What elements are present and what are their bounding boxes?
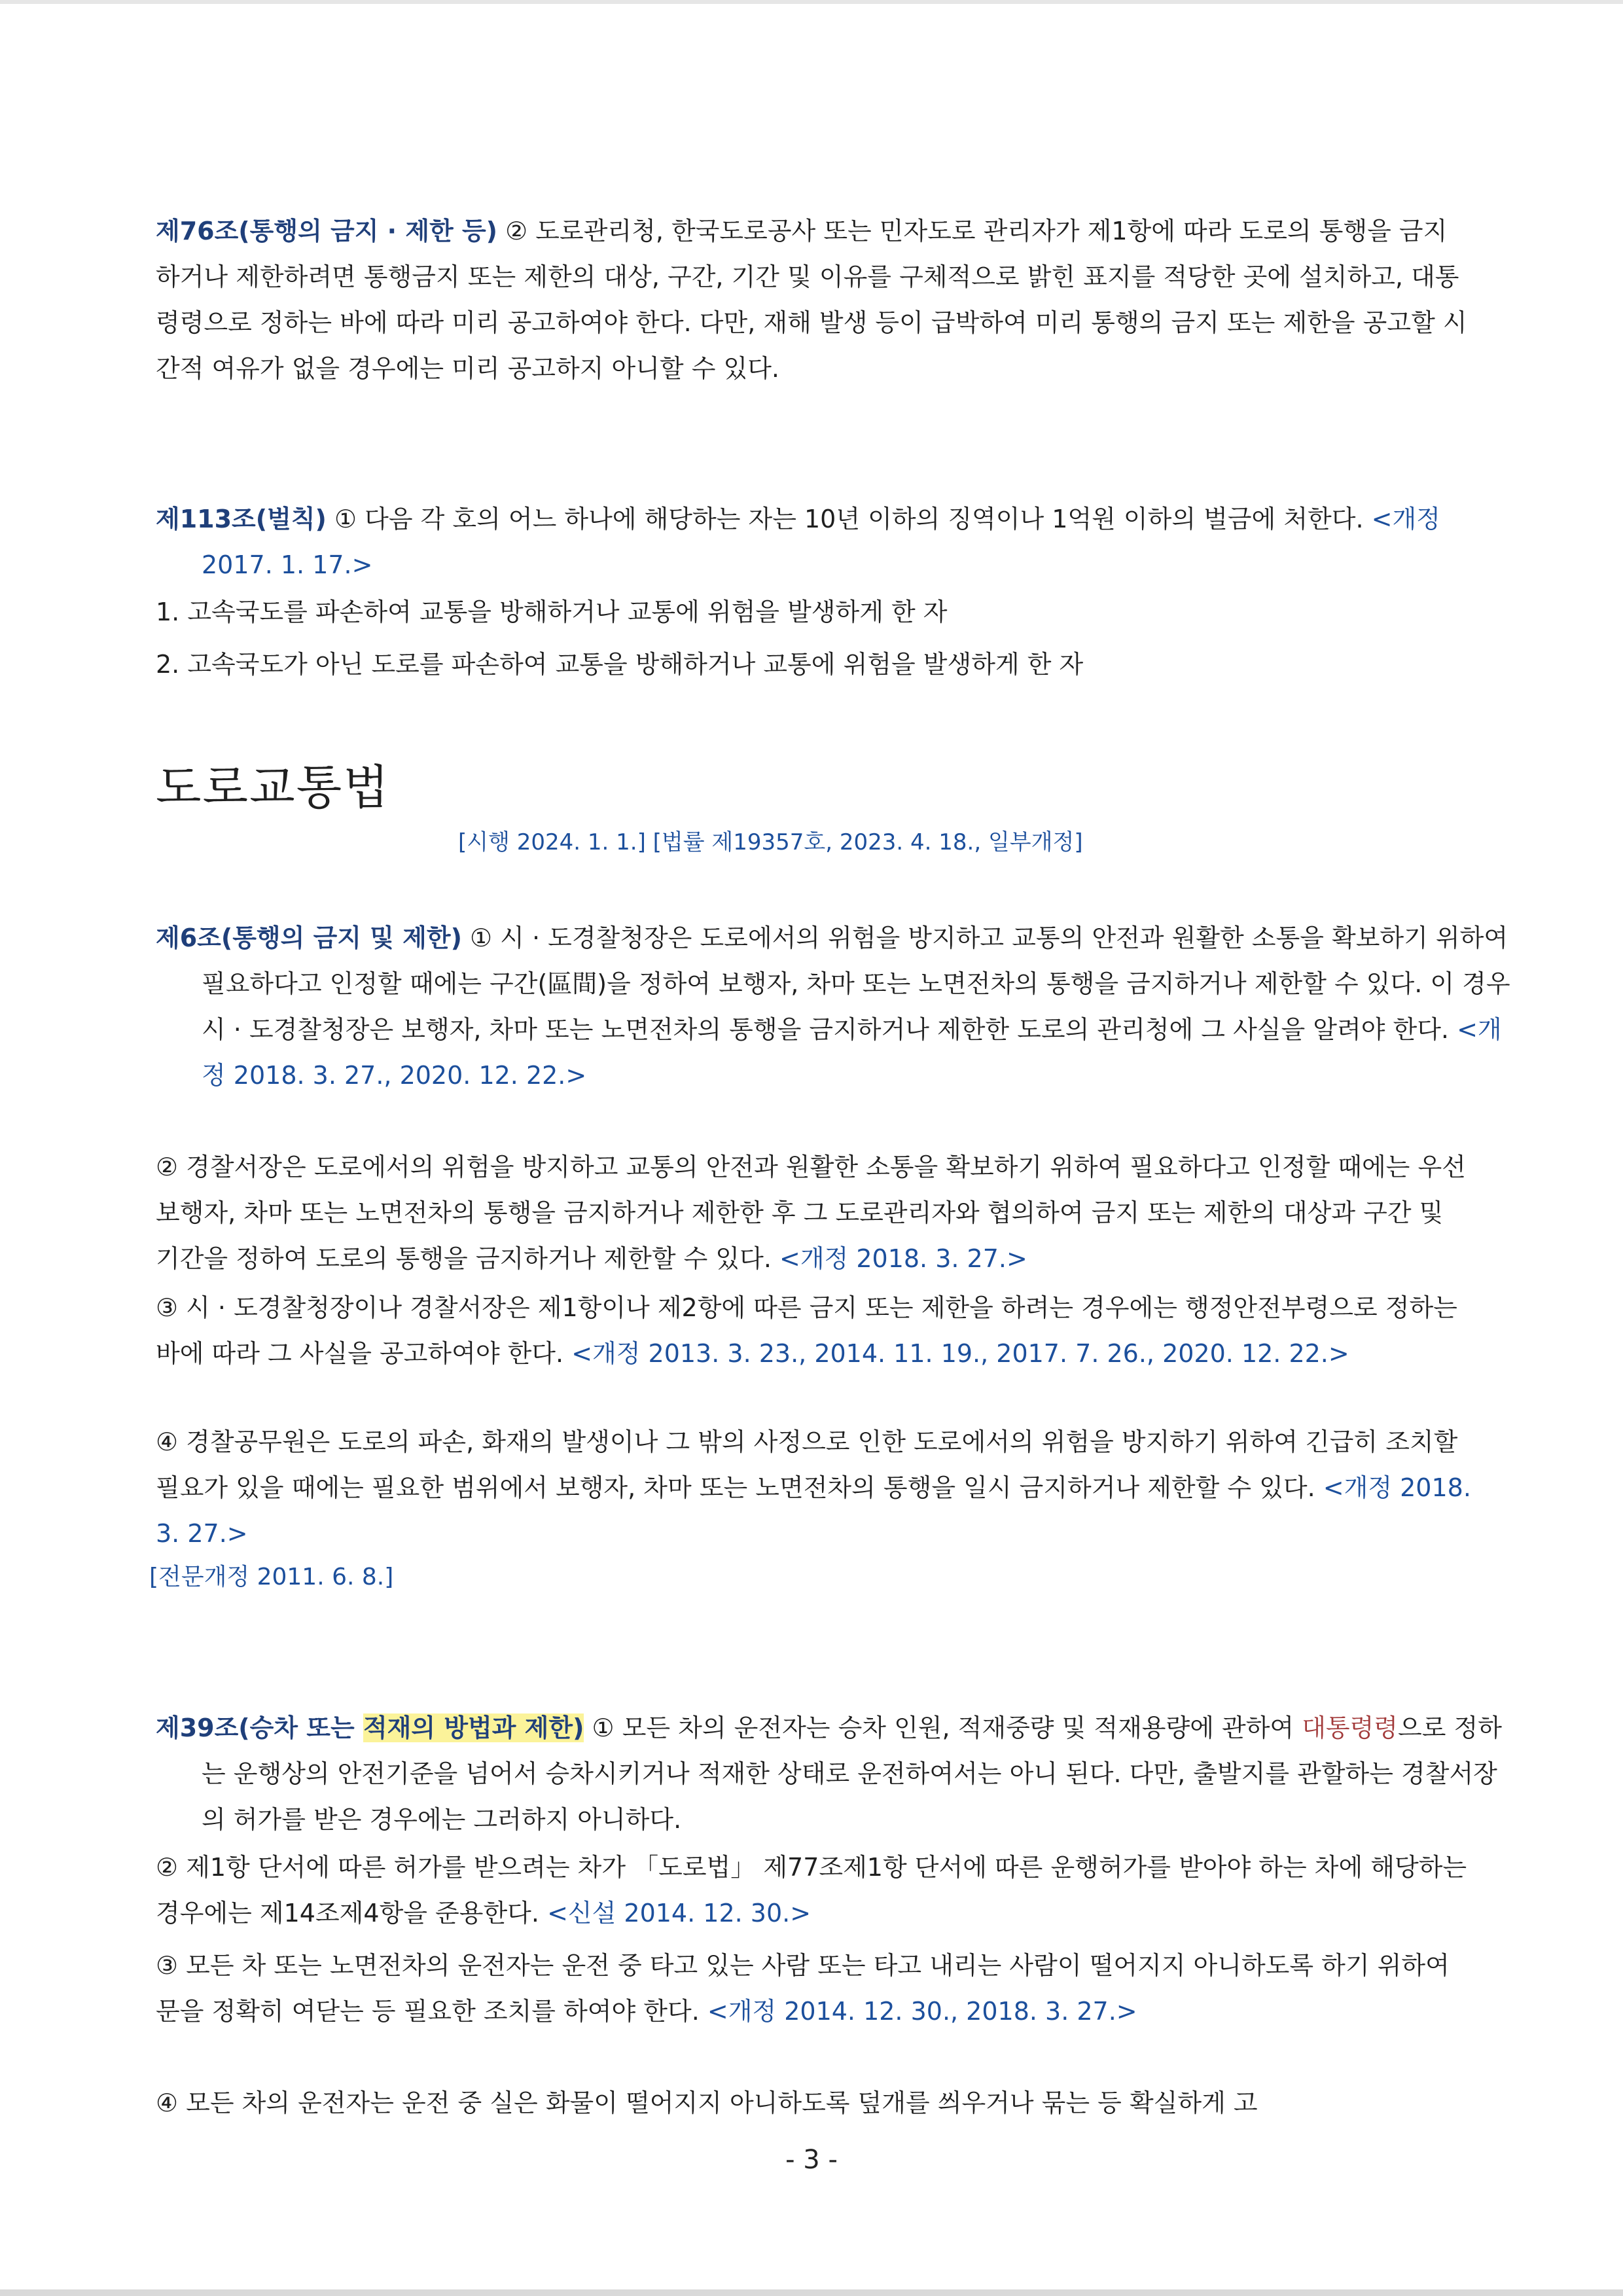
page-number: - 3 - [785, 2145, 838, 2175]
article-113-item-2: 2. 고속국도가 아닌 도로를 파손하여 교통을 방해하거나 교통에 위험을 발생하게 한 자 [156, 650, 1084, 679]
article-6-p3-amendment: <개정 2013. 3. 23., 2014. 11. 19., 2017. 7. 26., 2020. 12. 22.> [571, 1339, 1349, 1368]
article-76-text: ② 도로관리청, 한국도로공사 또는 민자도로 관리자가 제1항에 따라 도로의 통행을 금지하거나 제한하려면 통행금지 또는 제한의 대상, 구간, 기간 및 이유를 구체적으로 밝힌 표지를 적당한 곳에 설치하고, 대통령령으로 정하는 바에 따라 미리 공고하여야 한다. 다만, 재해 발생 등이 급박하여 미리 통행의 금지 또는 제한을 공고할 시간적 여유가 없을 경우에는 미리 공고하지 아니할 수 있다. [156, 217, 1467, 383]
article-6-paragraph-2 [156, 1144, 1471, 1282]
article-113-text: ① 다음 각 호의 어느 하나에 해당하는 자는 10년 이하의 징역이나 1억원 이하의 벌금에 처한다. [326, 505, 1372, 533]
article-113-item-1: 1. 고속국도를 파손하여 교통을 방해하거나 교통에 위험을 발생하게 한 자 [156, 598, 948, 626]
article-6-p1-amendment: <개정 2018. 3. 27., 2020. 12. 22.> [202, 1015, 1502, 1090]
article-39-p2-text: ② 제1항 단서에 따른 허가를 받으려는 차가 「도로법」 제77조제1항 단서에 따른 운행허가를 받아야 하는 차에 해당하는 경우에는 제14조제4항을 준용한다. [156, 1853, 1467, 1928]
presidential-decree-term: 대통령령 [1302, 1713, 1399, 1742]
article-39-p3-amendment: <개정 2014. 12. 30., 2018. 3. 27.> [707, 1997, 1137, 2026]
scan-edge-top [0, 0, 1623, 4]
article-6-full-revision-note: [전문개정 2011. 6. 8.] [149, 1564, 394, 1590]
law-title: 도로교통법 [156, 760, 390, 815]
article-6-p1-text: ① 시 · 도경찰청장은 도로에서의 위험을 방지하고 교통의 안전과 원활한 소통을 확보하기 위하여 필요하다고 인정할 때에는 구간(區間)을 정하여 보행자, 차마 또는 노면전차의 통행을 금지하거나 제한할 수 있다. 이 경우 시 · 도경찰청장은 보행자, 차마 또는 노면전차의 통행을 금지하거나 제한한 도로의 관리청에 그 사실을 알려야 한다. [202, 924, 1510, 1044]
article-76 [156, 208, 1471, 391]
article-39-p3-text: ③ 모든 차 또는 노면전차의 운전자는 운전 중 타고 있는 사람 또는 타고 내리는 사람이 떨어지지 아니하도록 하기 위하여 문을 정확히 여닫는 등 필요한 조치를 하여야 한다. [156, 1951, 1450, 2026]
article-6-p4-text: ④ 경찰공무원은 도로의 파손, 화재의 발생이나 그 밖의 사정으로 인한 도로에서의 위험을 방지하기 위하여 긴급히 조치할 필요가 있을 때에는 필요한 범위에서 보행자, 차마 또는 노면전차의 통행을 일시 금지하거나 제한할 수 있다. [156, 1427, 1458, 1502]
article-39-p1-text-a: ① 모든 차의 운전자는 승차 인원, 적재중량 및 적재용량에 관하여 [584, 1713, 1302, 1742]
article-6-p4-amendment: <개정 2018. 3. 27.> [156, 1473, 1471, 1548]
article-39-paragraph-1 [156, 1705, 1517, 1842]
article-6-paragraph-4 [156, 1419, 1471, 1556]
article-39-paragraph-4 [156, 2080, 1471, 2126]
article-76-title: 제76조(통행의 금지 · 제한 등) [156, 217, 498, 245]
article-113 [156, 496, 1517, 588]
article-113-amendment: <개정 2017. 1. 17.> [202, 505, 1440, 579]
article-6-paragraph-1 [156, 915, 1517, 1098]
article-39-paragraph-3 [156, 1943, 1471, 2034]
article-39-p4-text: ④ 모든 차의 운전자는 운전 중 실은 화물이 떨어지지 아니하도록 덮개를 씌우거나 묶는 등 확실하게 고 [156, 2089, 1258, 2117]
article-6-paragraph-3 [156, 1285, 1471, 1376]
law-enforcement-info: [시행 2024. 1. 1.] [법률 제19357호, 2023. 4. 18., 일부개정] [458, 829, 1083, 855]
article-39-p1-text-b: 으로 정하는 운행상의 안전기준을 넘어서 승차시키거나 적재한 상태로 운전하여서는 아니 된다. 다만, 출발지를 관할하는 경찰서장의 허가를 받은 경우에는 그러하지 아니하다. [202, 1713, 1502, 1834]
article-6-p2-text: ② 경찰서장은 도로에서의 위험을 방지하고 교통의 안전과 원활한 소통을 확보하기 위하여 필요하다고 인정할 때에는 우선 보행자, 차마 또는 노면전차의 통행을 금지하거나 제한한 후 그 도로관리자와 협의하여 금지 또는 제한의 대상과 구간 및 기간을 정하여 도로의 통행을 금지하거나 제한할 수 있다. [156, 1153, 1466, 1273]
scan-edge-bottom [0, 2289, 1623, 2296]
article-113-title: 제113조(벌칙) [156, 505, 327, 533]
article-39-p2-amendment: <신설 2014. 12. 30.> [547, 1899, 812, 1928]
article-6-title: 제6조(통행의 금지 및 제한) [156, 924, 462, 952]
article-6-p3-text: ③ 시 · 도경찰청장이나 경찰서장은 제1항이나 제2항에 따른 금지 또는 제한을 하려는 경우에는 행정안전부령으로 정하는 바에 따라 그 사실을 공고하여야 한다. [156, 1293, 1457, 1368]
article-39-title: 제39조(승차 또는 적재의 방법과 제한) [156, 1713, 584, 1742]
article-6-p2-amendment: <개정 2018. 3. 27.> [779, 1244, 1027, 1273]
highlighted-text: 적재의 방법과 제한) [363, 1713, 584, 1742]
article-39-paragraph-2 [156, 1844, 1471, 1936]
